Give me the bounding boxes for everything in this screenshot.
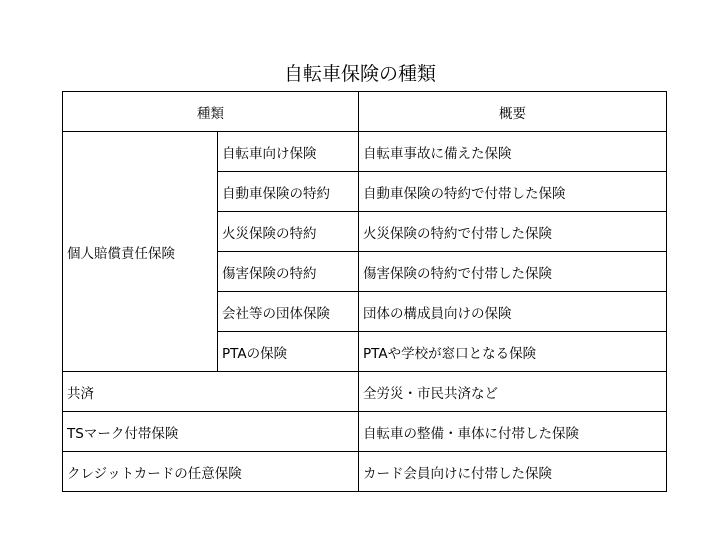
header-summary: 概要 bbox=[359, 92, 667, 132]
subtype-cell: 傷害保険の特約 bbox=[218, 252, 359, 292]
group-label: 個人賠償責任保険 bbox=[63, 132, 218, 372]
table-row bbox=[63, 132, 667, 172]
summary-cell: 火災保険の特約で付帯した保険 bbox=[359, 212, 667, 252]
summary-cell: 全労災・市民共済など bbox=[359, 372, 667, 412]
type-cell: クレジットカードの任意保険 bbox=[63, 452, 359, 492]
subtype-cell: 自動車保険の特約 bbox=[218, 172, 359, 212]
subtype-cell: 自転車向け保険 bbox=[218, 132, 359, 172]
summary-cell: 自転車の整備・車体に付帯した保険 bbox=[359, 412, 667, 452]
insurance-table bbox=[62, 91, 667, 492]
page-title: 自転車保険の種類 bbox=[283, 63, 436, 85]
summary-cell: 自転車事故に備えた保険 bbox=[359, 132, 667, 172]
summary-cell: PTAや学校が窓口となる保険 bbox=[359, 332, 667, 372]
subtype-cell: PTAの保険 bbox=[218, 332, 359, 372]
subtype-cell: 火災保険の特約 bbox=[218, 212, 359, 252]
summary-cell: カード会員向けに付帯した保険 bbox=[359, 452, 667, 492]
summary-cell: 団体の構成員向けの保険 bbox=[359, 292, 667, 332]
summary-cell: 傷害保険の特約で付帯した保険 bbox=[359, 252, 667, 292]
summary-cell: 自動車保険の特約で付帯した保険 bbox=[359, 172, 667, 212]
table-header-row bbox=[63, 92, 667, 132]
subtype-cell: 会社等の団体保険 bbox=[218, 292, 359, 332]
table-row bbox=[63, 452, 667, 492]
table-row bbox=[63, 412, 667, 452]
table-row bbox=[63, 372, 667, 412]
type-cell: 共済 bbox=[63, 372, 359, 412]
type-cell: TSマーク付帯保険 bbox=[63, 412, 359, 452]
header-type: 種類 bbox=[63, 92, 359, 132]
